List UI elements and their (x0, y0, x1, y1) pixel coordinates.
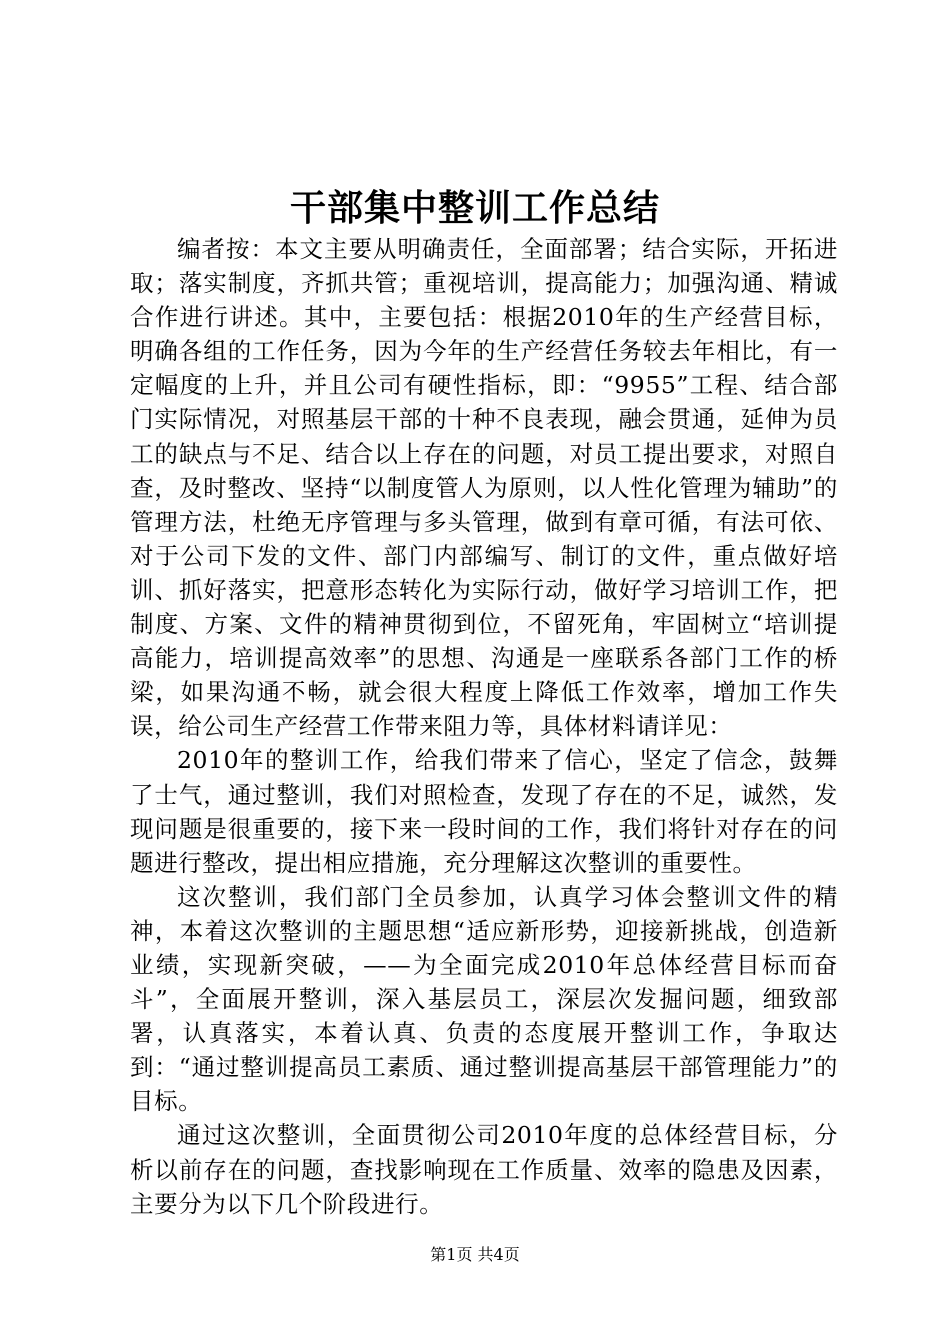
paragraph-stages: 通过这次整训，全面贯彻公司2010年度的总体经营目标，分析以前存在的问题，查找影响现在工作质量、效率的隐患及因素，主要分为以下几个阶段进行。 (130, 1121, 838, 1218)
page-number-footer: 第1页 共4页 (430, 1245, 520, 1264)
document-title: 干部集中整训工作总结 (289, 187, 660, 229)
paragraph-2010-training: 2010年的整训工作，给我们带来了信心，坚定了信念，鼓舞了士气，通过整训，我们对照检查，发现了存在的不足，诚然，发现问题是很重要的，接下来一段时间的工作，我们将针对存在的问题进行整改，提出相应措施，充分理解这次整训的重要性。 (130, 746, 838, 877)
document-body (130, 232, 838, 1221)
paragraph-editor-note: 编者按：本文主要从明确责任，全面部署；结合实际，开拓进取；落实制度，齐抓共管；重视培训，提高能力；加强沟通、精诚合作进行讲述。其中，主要包括：根据2010年的生产经营目标，明确各组的工作任务，因为今年的生产经营任务较去年相比，有一定幅度的上升，并且公司有硬性指标，即：“9955”工程、结合部门实际情况，对照基层干部的十种不良表现，融会贯通，延伸为员工的缺点与不足、结合以上存在的问题，对员工提出要求，对照自查，及时整改、坚持“以制度管人为原则，以人性化管理为辅助”的管理方法，杜绝无序管理与多头管理，做到有章可循，有法可依、对于公司下发的文件、部门内部编写、制订的文件，重点做好培训、抓好落实，把意形态转化为实际行动，做好学习培训工作，把制度、方案、文件的精神贯彻到位，不留死角，牢固树立“培训提高能力，培训提高效率”的思想、沟通是一座联系各部门工作的桥梁，如果沟通不畅，就会很大程度上降低工作效率，增加工作失误，给公司生产经营工作带来阻力等，具体材料请详见： (130, 235, 838, 741)
paragraph-department-participation: 这次整训，我们部门全员参加，认真学习体会整训文件的精神，本着这次整训的主题思想“适应新形势，迎接新挑战，创造新业绩，实现新突破，——为全面完成2010年总体经营目标而奋斗”，全面展开整训，深入基层员工，深层次发掘问题，细致部署，认真落实，本着认真、负责的态度展开整训工作，争取达到：“通过整训提高员工素质、通过整训提高基层干部管理能力”的目标。 (130, 882, 838, 1116)
